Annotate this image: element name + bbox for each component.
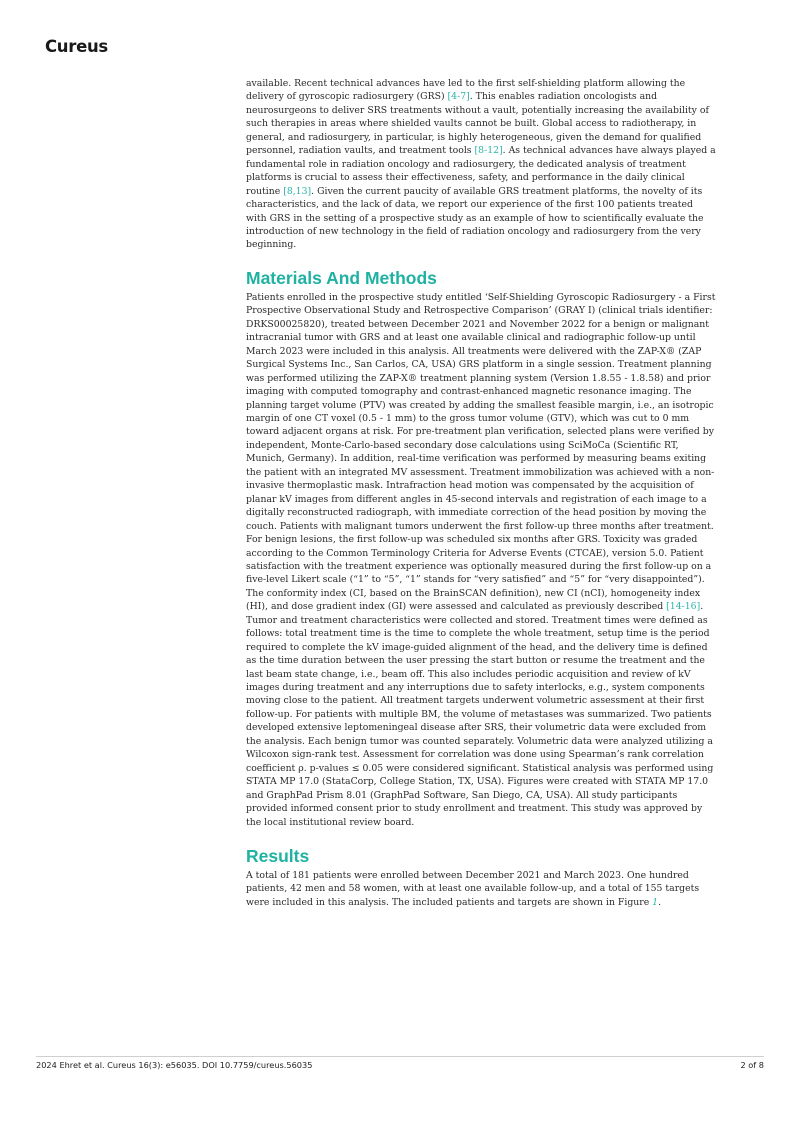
methods-paragraph: Patients enrolled in the prospective study entitled ‘Self-Shielding Gyroscopic Radiosurgery - a First Prospective Observational Study and Retrospective Comparison’ (GRAY I) (clinical trials identifier: DRKS00025820), treated between December 2021 and November 2022 for a benign or malignant intracranial tumor with GRS and at least one available clinical and radiographic follow-up until March 2023 were included in this analysis. All treatments were delivered with the ZAP-X® (ZAP Surgical Systems Inc., San Carlos, CA, USA) GRS platform in a single session. Treatment planning was performed utilizing the ZAP-X® treatment planning system (Version 1.8.55 - 1.8.58) and prior imaging with computed tomography and contrast-enhanced magnetic resonance imaging. The planning target volume (PTV) was created by adding the smallest feasible margin, i.e., an isotropic margin of one CT voxel (0.5 - 1 mm) to the gross tumor volume (GTV), which was cut to 0 mm toward adjacent organs at risk. For pre-treatment plan verification, selected plans were verified by independent, Monte-Carlo-based secondary dose calculations using SciMoCa (Scientific RT, Munich, Germany). In addition, real-time verification was performed by measuring beams exiting the patient with an integrated MV assessment. Treatment immobilization was achieved with a non-invasive thermoplastic mask. Intrafraction head motion was compensated by the acquisition of planar kV images from different angles in 45-second intervals and registration of each image to a digitally reconstructed radiograph, with immediate correction of the head position by moving the couch. Patients with malignant tumors underwent the first follow-up three months after treatment. For benign lesions, the first follow-up was scheduled six months after GRS. Toxicity was graded according to the Common Terminology Criteria for Adverse Events (CTCAE), version 5.0. Patient satisfaction with the treatment experience was optionally measured during the first follow-up on a five-level Likert scale (“1” to “5”, “1” stands for “very satisfied” and “5” for “very disappointed”). The conformity index (CI, based on the BrainSCAN definition), new CI (nCI), homogeneity index (HI), and dose gradient index (GI) were assessed and calculated as previously described [14-16]. Tumor and treatment characteristics were collected and stored. Treatment times were defined as follows: total treatment time is the time to complete the whole treatment, setup time is the period required to complete the kV image-guided alignment of the head, and the delivery time is defined as the time duration between the user pressing the start button or resume the treatment and the last beam state change, i.e., beam off. This also includes periodic acquisition and review of kV images during treatment and any interruptions due to safety interlocks, e.g., system components moving close to the patient. All treatment targets underwent volumetric assessment at their first follow-up. For patients with multiple BM, the volume of metastases was summarized. Two patients developed extensive leptomeningeal disease after SRS, their volumetric data were excluded from the analysis. Each benign tumor was counted separately. Volumetric data were analyzed utilizing a Wilcoxon sign-rank test. Assessment for correlation was done using Spearman’s rank correlation coefficient ρ. p-values ≤ 0.05 were considered significant. Statistical analysis was performed using STATA MP 17.0 (StataCorp, College Station, TX, USA). Figures were created with STATA MP 17.0 and GraphPad Prism 8.01 (GraphPad Software, San Diego, CA, USA). All study participants provided informed consent prior to study enrollment and treatment. This study was approved by the local institutional review board. xyxy=(246,291,716,828)
section-heading-results: Results xyxy=(246,846,310,867)
journal-logo: Cureus xyxy=(45,37,108,56)
intro-paragraph: available. Recent technical advances have led to the first self-shielding platform allowing the delivery of gyroscopic radiosurgery (GRS) [4-7]. This enables radiation oncologists and neurosurgeons to deliver SRS treatments without a vault, potentially increasing the availability of such therapies in areas where shielded vaults cannot be built. Global access to radiotherapy, in general, and radiosurgery, in particular, is highly heterogeneous, given the demand for qualified personnel, radiation vaults, and treatment tools [8-12]. As technical advances have always played a fundamental role in radiation oncology and radiosurgery, the dedicated analysis of treatment platforms is crucial to assess their effectiveness, safety, and performance in the daily clinical routine [8,13]. Given the current paucity of available GRS treatment platforms, the novelty of its characteristics, and the lack of data, we report our experience of the first 100 patients treated with GRS in the setting of a prospective study as an example of how to scientifically evaluate the introduction of new technology in the field of radiation oncology and radiosurgery from the very beginning. xyxy=(246,78,716,251)
citation-link[interactable]: [8-12] xyxy=(474,145,503,157)
article-body xyxy=(246,77,716,909)
citation-link[interactable]: [8,13] xyxy=(283,185,312,197)
citation-link[interactable]: [4-7] xyxy=(447,91,470,103)
section-heading-methods: Materials And Methods xyxy=(246,267,437,288)
results-paragraph: A total of 181 patients were enrolled between December 2021 and March 2023. One hundred patients, 42 men and 58 women, with at least one available follow-up, and a total of 155 targets were included in this analysis. The included patients and targets are shown in Figure 1. xyxy=(246,870,700,908)
footer-divider xyxy=(36,1056,764,1057)
footer-citation: 2024 Ehret et al. Cureus 16(3): e56035. DOI 10.7759/cureus.56035 xyxy=(36,1060,313,1070)
figure-link[interactable]: 1 xyxy=(652,896,659,908)
page-number: 2 of 8 xyxy=(740,1060,764,1070)
page-footer xyxy=(36,1060,764,1070)
citation-link[interactable]: [14-16] xyxy=(666,601,701,613)
